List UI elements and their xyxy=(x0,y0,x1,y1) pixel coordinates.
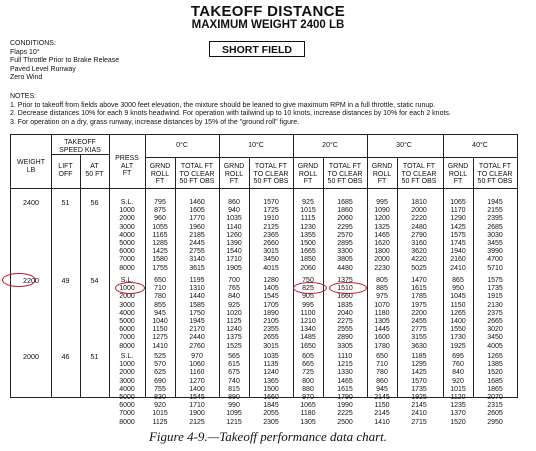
ground-roll-column: 860 940 1035 1140 1260 1390 1540 1710 1905 xyxy=(226,199,242,272)
press-alt-column: S.L. 1000 2000 3000 4000 5000 6000 7000 8000 xyxy=(119,199,135,272)
ground-roll-column: 795 875 960 1055 1165 1285 1425 1580 1755 xyxy=(152,199,168,272)
ground-roll-column: 605 665 725 800 880 970 1065 1180 1305 xyxy=(300,353,316,426)
grnd-roll-header: GRND ROLL FT xyxy=(223,163,245,186)
at-50ft-header: AT 50 FT xyxy=(85,163,104,178)
total-header: TOTAL FT TO CLEAR 50 FT OBS xyxy=(327,163,363,186)
figure-caption: Figure 4-9.—Takeoff performance data chart. xyxy=(148,429,388,444)
total-header: TOTAL FT TO CLEAR 50 FT OBS xyxy=(179,163,215,186)
temp-header-0: 0°C xyxy=(176,142,188,149)
weight-value: 2000 xyxy=(23,352,39,361)
total-distance-column: 1035 1135 1240 1365 1500 1660 1845 2055 2305 xyxy=(263,353,279,426)
total-distance-column: 1810 2000 2220 2480 2790 3160 3620 4220 5025 xyxy=(411,199,427,272)
lift-off-header: LIFT OFF xyxy=(58,163,73,178)
conditions-block xyxy=(10,40,119,83)
temp-header-2: 20°C xyxy=(322,142,338,149)
total-distance-column: 1110 1215 1330 1465 1615 1790 1990 2225 2500 xyxy=(337,353,353,426)
total-distance-column: 1685 1860 2060 2295 2570 2895 3300 3805 4480 xyxy=(337,199,353,272)
total-distance-column: 1195 1310 1440 1585 1750 1945 2170 2440 2760 xyxy=(189,277,205,350)
conditions-heading: CONDITIONS: xyxy=(10,40,56,47)
ground-roll-column: 695 760 840 920 1015 1120 1235 1370 1520 xyxy=(450,353,466,426)
notes-heading: NOTES: xyxy=(10,93,37,100)
total-distance-column: 1185 1295 1425 1570 1735 1925 2145 2410 2715 xyxy=(411,353,427,426)
total-distance-column: 1280 1405 1545 1705 1890 2105 2355 2655 3015 xyxy=(263,277,279,350)
temp-header-4: 40°C xyxy=(472,142,488,149)
takeoff-speed-header: TAKEOFF SPEED KIAS xyxy=(59,139,101,154)
lift-off-speed: 49 xyxy=(61,276,70,285)
ground-roll-column: 750 825 905 995 1100 1210 1340 1485 1650 xyxy=(300,277,316,350)
ground-roll-column: 525 570 625 690 755 830 920 1015 1125 xyxy=(152,353,168,426)
note-line: 2. Decrease distances 10% for each 9 knots headwind. For operation with tailwind up to 10 knots, increase distances by 10% for each 2 knots. xyxy=(10,110,451,117)
at-50ft-speed: 54 xyxy=(90,276,99,285)
ground-roll-column: 650 710 780 860 945 2145 1150 2145 1410 xyxy=(374,353,390,426)
notes-block xyxy=(10,93,451,127)
lift-off-speed: 46 xyxy=(61,352,70,361)
weight-value: 2400 xyxy=(23,198,39,207)
ground-roll-column: 805 885 975 1070 1180 1305 1445 1600 1780 xyxy=(374,277,390,350)
lift-off-speed: 51 xyxy=(61,198,70,207)
chart-title: TAKEOFF DISTANCE xyxy=(190,3,346,20)
ground-roll-column: 700 765 840 925 1020 1125 1240 1375 1525 xyxy=(226,277,242,350)
takeoff-distance-table xyxy=(10,134,518,426)
grnd-roll-header: GRND ROLL FT xyxy=(447,163,469,186)
ground-roll-column: 925 1015 1115 1230 1355 1500 1665 1850 2060 xyxy=(300,199,316,272)
total-distance-column: 1460 1605 1770 1960 2185 2445 2755 3140 3615 xyxy=(189,199,205,272)
total-distance-column: 1375 1510 1660 1835 2040 2275 2555 2890 3305 xyxy=(337,277,353,350)
temp-header-1: 10°C xyxy=(248,142,264,149)
ground-roll-column: 565 615 675 740 815 890 990 1095 1215 xyxy=(226,353,242,426)
note-line: 3. For operation on a dry, grass runway, increase distances by 15% of the "ground roll" figure. xyxy=(10,118,300,126)
ground-roll-column: 995 1090 1200 1325 1465 1620 1800 2000 2230 xyxy=(374,199,390,272)
grnd-roll-header: GRND ROLL FT xyxy=(371,163,393,186)
total-distance-column: 1470 1615 1785 1975 2200 2455 2775 3155 3630 xyxy=(411,277,427,350)
press-alt-column: S.L. 1000 2000 3000 4000 5000 6000 7000 8000 xyxy=(119,353,135,426)
at-50ft-speed: 56 xyxy=(90,198,99,207)
grnd-roll-header: GRND ROLL FT xyxy=(149,163,171,186)
total-distance-column: 1570 1725 1910 2125 2365 2660 3015 3450 4015 xyxy=(263,199,279,272)
condition-line: Paved Level Runway xyxy=(10,65,76,73)
highlight-circle xyxy=(2,273,36,287)
press-alt-header: PRESS ALT FT xyxy=(115,155,139,178)
condition-line: Zero Wind xyxy=(10,74,43,81)
chart-subtitle: MAXIMUM WEIGHT 2400 LB xyxy=(191,19,345,31)
total-distance-column: 1265 1385 1520 1685 1865 2070 2315 2605 2950 xyxy=(487,353,503,426)
note-line: 1. Prior to takeoff from fields above 3000 feet elevation, the mixture should be leaned to give maximum RPM in a full throttle, static runup. xyxy=(10,101,436,109)
total-header: TOTAL FT TO CLEAR 50 FT OBS xyxy=(253,163,289,186)
grid-line xyxy=(11,188,517,189)
grid-line xyxy=(145,157,517,158)
weight-value: 2200 xyxy=(23,276,39,285)
at-50ft-speed: 51 xyxy=(90,352,99,361)
ground-roll-column: 865 950 1045 1150 1265 1400 1550 1730 1925 xyxy=(450,277,466,350)
weight-header: WEIGHT LB xyxy=(17,159,45,174)
temp-header-3: 30°C xyxy=(396,142,412,149)
total-distance-column: 970 1060 1160 1270 1400 1545 1710 1900 2125 xyxy=(189,353,205,426)
total-distance-column: 1945 2155 2395 2685 3030 3455 3990 4700 5710 xyxy=(487,199,503,272)
ground-roll-column: 650 710 780 855 945 1040 1150 1275 1410 xyxy=(152,277,168,350)
ground-roll-column: 1065 1170 1290 1425 1575 1745 1940 2160 2410 xyxy=(450,199,466,272)
total-header: TOTAL FT TO CLEAR 50 FT OBS xyxy=(401,163,437,186)
press-alt-column: S.L. 1000 2000 3000 4000 5000 6000 7000 8000 xyxy=(119,277,135,350)
total-distance-column: 1575 1735 1915 2130 2375 2665 3020 3450 4005 xyxy=(487,277,503,350)
grnd-roll-header: GRND ROLL FT xyxy=(297,163,319,186)
condition-line: Full Throttle Prior to Brake Release xyxy=(10,57,120,64)
condition-line: Flaps 10° xyxy=(10,48,40,56)
total-header: TOTAL FT TO CLEAR 50 FT OBS xyxy=(477,163,513,186)
short-field-badge: SHORT FIELD xyxy=(209,41,305,57)
